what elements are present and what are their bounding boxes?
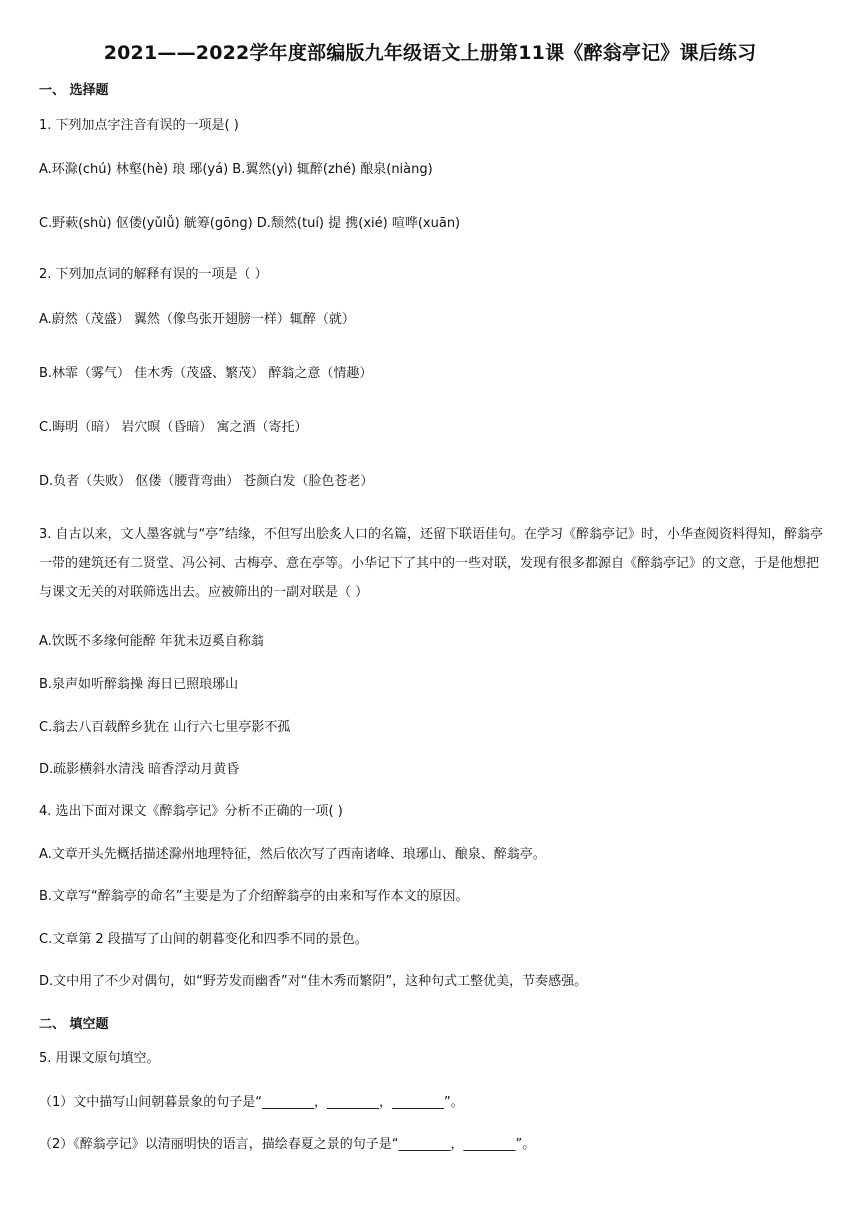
question-2-option-b: B.林霏（雾气） 佳木秀（茂盛、繁茂） 醉翁之意（情趣） <box>39 366 373 381</box>
question-4-option-a: A.文章开头先概括描述滁州地理特征，然后依次写了西南诸峰、琅琊山、酿泉、醉翁亭。 <box>39 847 546 862</box>
question-3-option-d: D.疏影横斜水清浅 暗香浮动月黄昏 <box>39 762 240 777</box>
question-2-stem: 2. 下列加点词的解释有误的一项是（ ） <box>39 267 268 282</box>
question-2-option-a: A.蔚然（茂盛） 翼然（像鸟张开翅膀一样）辄醉（就） <box>39 312 355 327</box>
question-4-option-d: D.文中用了不少对偶句，如“野芳发而幽香”对“佳木秀而繁阴”，这种句式工整优美，节奏感强。 <box>39 974 588 989</box>
question-1-options-cd: C.野蔌(shù) 伛偻(yǔlǚ) 觥筹(gōng) D.颓然(tuí) 提 携(xié) 喧哗(xuān) <box>39 216 461 231</box>
question-3-option-a: A.饮既不多缘何能醉 年犹未迈奚自称翁 <box>39 634 264 649</box>
page-title: 2021——2022学年度部编版九年级语文上册第11课《醉翁亭记》课后练习 <box>103 42 757 64</box>
section-heading-choice: 一、 选择题 <box>39 83 109 98</box>
question-4-option-b: B.文章写“醉翁亭的命名”主要是为了介绍醉翁亭的由来和写作本文的原因。 <box>39 889 469 904</box>
question-2-option-d: D.负者（失败） 伛偻（腰背弯曲） 苍颜白发（脸色苍老） <box>39 474 374 489</box>
question-4-option-c: C.文章第 2 段描写了山间的朝暮变化和四季不同的景色。 <box>39 932 368 947</box>
section-heading-fill: 二、 填空题 <box>39 1017 109 1032</box>
question-5-stem: 5. 用课文原句填空。 <box>39 1051 160 1066</box>
question-3-option-c: C.翁去八百载醉乡犹在 山行六七里亭影不孤 <box>39 720 291 735</box>
question-1-stem: 1. 下列加点字注音有误的一项是( ) <box>39 118 239 133</box>
question-2-option-c: C.晦明（暗） 岩穴暝（昏暗） 寓之酒（寄托） <box>39 420 308 435</box>
question-5-part-2: （2）《醉翁亭记》以清丽明快的语言，描绘春夏之景的句子是“________，________”。 <box>39 1137 536 1152</box>
question-1-options-ab: A.环滁(chú) 林壑(hè) 琅 琊(yá) B.翼然(yì) 辄醉(zhé) 酿泉(niàng) <box>39 162 433 177</box>
question-5-part-1: （1）文中描写山间朝暮景象的句子是“________，________，________”。 <box>39 1095 464 1110</box>
question-3-option-b: B.泉声如听醉翁操 海日已照琅琊山 <box>39 677 239 692</box>
question-3-stem: 3. 自古以来，文人墨客就与“亭”结缘，不但写出脍炙人口的名篇，还留下联语佳句。在学习《醉翁亭记》时，小华查阅资料得知，醉翁亭一带的建筑还有二贤堂、冯公祠、古梅亭、意在亭等。小华记下了其中的一些对联，发现有很多都源自《醉翁亭记》的文意，于是他想把与课文无关的对联筛选出去。应被筛出的一副对联是（ ） <box>39 527 824 600</box>
question-4-stem: 4. 选出下面对课文《醉翁亭记》分析不正确的一项( ) <box>39 804 343 819</box>
